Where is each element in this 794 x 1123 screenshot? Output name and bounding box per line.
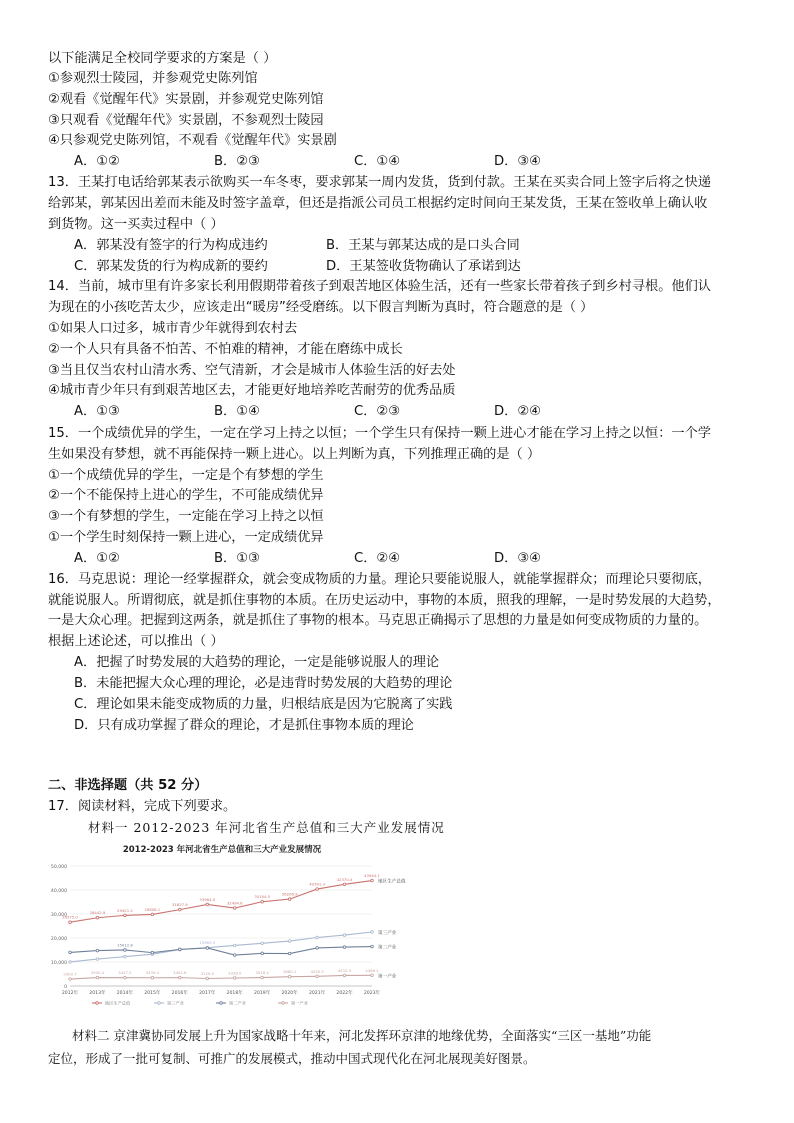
q13-option-b[interactable]: B．王某与郭某达成的是口头合同 — [326, 238, 520, 253]
q14-stem-line: 为现在的小孩吃苦太少，应该走出“暖房”经受磨练。以下假言判断为真时，符合题意的是（ ） — [48, 300, 594, 315]
data-point — [316, 936, 319, 939]
data-point — [124, 914, 127, 917]
q16-stem-line: 16．马克思说：理论一经掌握群众，就会变成物质的力量。理论只要能说服人，就能掌握群众；而理论只要彻底， — [48, 572, 711, 587]
q16-option-b[interactable]: B．未能把握大众心理的理论，必是违背时势发展的大趋势的理论 — [74, 676, 453, 691]
q13-option-a[interactable]: A．郭某没有签字的行为构成违约 — [74, 238, 268, 253]
y-tick-label: 20,000 — [50, 937, 67, 942]
data-point — [179, 948, 182, 951]
data-point — [233, 977, 236, 980]
x-axis — [62, 986, 381, 996]
x-tick-label: 2020年 — [281, 991, 298, 996]
data-point — [261, 900, 264, 903]
data-point — [124, 976, 127, 979]
q16-option-a[interactable]: A．把握了时势发展的大趋势的理论，一定是能够说服人的理论 — [74, 655, 440, 670]
q13-stem-line: 13．王某打电话给郭某表示欲购买一车冬枣，要求郭某一周内发货，货到付款。王某在买卖合同上签字后将之快递 — [48, 175, 711, 190]
q16-stem-line: 一是大众心理。把握到这两条，就是抓住了事物的根本。马克思正确揭示了思想的力量是如何变成物质的力量的。 — [48, 613, 708, 628]
q15-stem-line: 生如果没有梦想，就不再能保持一颗上进心。以上判断为真，下列推理正确的是（ ） — [48, 447, 541, 462]
data-label: 29421.2 — [117, 907, 133, 913]
q12-option-d[interactable]: D．③④ — [494, 154, 541, 169]
q14-option-d[interactable]: D．②④ — [494, 404, 541, 419]
data-label: 3492.8 — [173, 970, 187, 976]
x-tick-label: 2022年 — [336, 991, 353, 996]
legend-label: 地区生产总值 — [105, 1000, 131, 1006]
material1-caption: 材料一 2012-2023 年河北省生产总值和三大产业发展情况 — [88, 820, 445, 835]
series-line — [70, 975, 372, 979]
data-label: 15012.8 — [117, 942, 133, 948]
data-point — [151, 913, 154, 916]
q14-item: ③当且仅当农村山清水秀、空气清新，才会是城市人体验生活的好去处 — [48, 363, 456, 378]
data-point — [206, 977, 209, 980]
data-label: 3439.4 — [145, 970, 160, 976]
data-label: 3447.5 — [118, 970, 132, 976]
legend-label: 第三产业 — [167, 1000, 184, 1006]
data-point — [261, 952, 264, 955]
legend-marker — [96, 1002, 99, 1005]
q12-intro: 以下能满足全校同学要求的方案是（ ） — [48, 51, 277, 66]
q12-option-c[interactable]: C．①④ — [354, 154, 401, 169]
q14-item: ①如果人口过多，城市青少年就得到农村去 — [48, 321, 298, 336]
data-point — [96, 916, 99, 919]
q13-stem-line: 给郭某，郭某因出差而未能及时签字盖章，但还是指派公司员工根据约定时间向王某发货，王某在签收单上确认收 — [48, 196, 708, 211]
q15-item: ①一个学生时刻保持一颗上进心，一定成绩优异 — [48, 530, 324, 545]
x-tick-label: 2013年 — [89, 991, 106, 996]
data-point — [343, 974, 346, 977]
q17-stem: 17．阅读材料，完成下列要求。 — [48, 799, 237, 814]
chart-grid — [70, 866, 372, 986]
data-point — [151, 976, 154, 979]
q12-item: ③只观看《觉醒年代》实景剧，不参观烈士陵园 — [48, 113, 324, 128]
data-point — [233, 944, 236, 947]
y-tick-label: 30,000 — [50, 913, 67, 918]
data-point — [316, 975, 319, 978]
x-tick-label: 2017年 — [199, 991, 216, 996]
q13-option-d[interactable]: D．王某签收货物确认了承诺到达 — [326, 259, 521, 274]
data-point — [316, 888, 319, 891]
material2-line: 材料二 京津冀协同发展上升为国家战略十年来，河北发挥环京津的地缘优势，全面落实“三区一基地”功能 — [72, 1028, 652, 1043]
x-tick-label: 2018年 — [226, 991, 243, 996]
data-label: 40391.3 — [309, 881, 325, 887]
data-label: 36206.9 — [281, 891, 298, 897]
data-label: 33964.0 — [199, 896, 216, 902]
q15-options — [74, 549, 634, 569]
q15-option-a[interactable]: A．①② — [74, 551, 120, 566]
data-label: 4410.3 — [337, 967, 352, 973]
q15-option-b[interactable]: B．①③ — [214, 551, 260, 566]
data-point — [343, 934, 346, 937]
x-tick-label: 2015年 — [144, 991, 161, 996]
x-tick-label: 2014年 — [116, 991, 134, 996]
data-point — [261, 976, 264, 979]
data-label: 29806.1 — [144, 906, 161, 912]
data-label: 3338.0 — [228, 970, 242, 976]
data-point — [206, 903, 209, 906]
data-point — [69, 921, 72, 924]
q12-item: ②观看《觉醒年代》实景剧，并参观党史陈列馆 — [48, 92, 324, 107]
data-point — [343, 883, 346, 886]
y-tick-label: 40,000 — [50, 889, 67, 894]
legend-marker — [220, 1002, 223, 1005]
data-point — [179, 908, 182, 911]
series-line — [70, 947, 372, 955]
x-tick-label: 2012年 — [61, 991, 79, 996]
x-tick-label: 2021年 — [308, 991, 326, 996]
data-label: 32494.6 — [226, 900, 243, 906]
q12-item: ①参观烈士陵园，并参观党史陈列馆 — [48, 71, 258, 86]
q15-option-d[interactable]: D．③④ — [494, 551, 541, 566]
data-point — [69, 961, 72, 964]
q13-options-row2 — [74, 257, 578, 277]
q14-item: ④城市青少年只有到艰苦地区去，才能更好地培养吃苦耐劳的优秀品质 — [48, 383, 456, 398]
data-label: 3500.4 — [90, 970, 105, 976]
y-tick-label: 10,000 — [50, 961, 67, 966]
legend-label: 第二产业 — [229, 1000, 246, 1006]
data-point — [371, 879, 374, 882]
q16-option-d[interactable]: D．只有成功掌握了群众的理论，才是抓住事物本质的理论 — [74, 718, 414, 733]
data-label: 2900.7 — [63, 971, 77, 977]
section-title: 二、非选择题（共 52 分） — [48, 778, 208, 793]
data-label: 3518.4 — [255, 970, 269, 976]
data-point — [288, 975, 291, 978]
data-label: 15965.5 — [199, 940, 216, 946]
data-point — [261, 942, 264, 945]
chart-legend — [92, 1000, 309, 1007]
x-tick-label: 2019年 — [254, 991, 271, 996]
data-point — [124, 949, 127, 952]
x-tick-label: 2016年 — [171, 991, 188, 996]
data-point — [124, 955, 127, 958]
q12-item: ④只参观党史陈列馆，不观看《觉醒年代》实景剧 — [48, 133, 337, 148]
q12-option-b[interactable]: B．②③ — [214, 154, 260, 169]
data-point — [288, 952, 291, 955]
data-point — [233, 907, 236, 910]
data-point — [316, 947, 319, 950]
data-point — [371, 931, 374, 934]
legend-label: 第一产业 — [291, 1000, 308, 1006]
q12-options — [74, 152, 634, 172]
data-point — [151, 951, 154, 954]
q14-item: ②一个人只有具备不怕苦、不怕难的精神，才能在磨练中成长 — [48, 342, 403, 357]
line-chart — [32, 836, 432, 1016]
q16-stem-line: 就能说服人。所谓彻底，就是抓住事物的本质。在历史运动中，事物的本质，照我的理解，一是时势发展的大趋势， — [48, 593, 721, 608]
q15-stem-line: 15．一个成绩优异的学生，一定在学习上持之以恒；一个学生只有保持一颗上进心才能在学习上持之以恒：一个学 — [48, 426, 711, 441]
data-point — [371, 945, 374, 948]
data-point — [69, 951, 72, 954]
q14-option-a[interactable]: A．①③ — [74, 404, 120, 419]
series-line — [70, 881, 372, 923]
y-tick-label: 50,000 — [50, 865, 67, 870]
legend-marker — [282, 1002, 285, 1005]
data-label: 3129.9 — [200, 970, 214, 976]
q14-stem-line: 14．当前，城市里有许多家长利用假期带着孩子到艰苦地区体验生活，还有一些家长带着孩子到乡村寻根。他们认 — [48, 279, 711, 294]
series-end-label: 第二产业 — [378, 945, 397, 951]
q14-options — [74, 402, 634, 422]
data-point — [371, 974, 374, 977]
data-label: 31827.9 — [171, 902, 188, 908]
data-point — [206, 947, 209, 950]
q14-option-c[interactable]: C．②③ — [354, 404, 401, 419]
q12-option-a[interactable]: A．①② — [74, 154, 120, 169]
y-tick-label: 0 — [64, 985, 67, 990]
q15-item: ③一个有梦想的学生，一定能在学习上持之以恒 — [48, 509, 324, 524]
data-point — [96, 976, 99, 979]
chart-series — [62, 873, 406, 980]
data-point — [288, 898, 291, 901]
chart-title: 2012-2023 年河北省生产总值和三大产业发展情况 — [122, 845, 322, 855]
data-label: 42370.4 — [336, 876, 353, 882]
data-label: 28442.9 — [89, 910, 106, 916]
data-label: 43944.1 — [364, 873, 380, 879]
data-point — [96, 958, 99, 961]
q16-option-c[interactable]: C．理论如果未能变成物质的力量，归根结底是因为它脱离了实践 — [74, 697, 453, 712]
data-point — [233, 954, 236, 957]
x-tick-label: 2023年 — [363, 991, 381, 996]
q13-option-c[interactable]: C．郭某发货的行为构成新的要约 — [74, 259, 268, 274]
series-end-label: 第三产业 — [378, 930, 397, 936]
q15-option-c[interactable]: C．②④ — [354, 551, 401, 566]
data-label: 35104.5 — [254, 894, 271, 900]
data-point — [343, 946, 346, 949]
q15-item: ①一个成绩优异的学生，一定是个有梦想的学生 — [48, 468, 324, 483]
data-label: 4466.2 — [365, 967, 379, 973]
data-label: 4030.3 — [310, 968, 324, 974]
q15-item: ②一个不能保持上进心的学生，不可能成绩优异 — [48, 488, 324, 503]
series-end-label: 地区生产总值 — [378, 879, 406, 885]
q16-stem-line: 根据上述论述，可以推出（ ） — [48, 634, 224, 649]
data-label: 3880.1 — [282, 969, 297, 975]
data-point — [179, 976, 182, 979]
series-line — [70, 932, 372, 962]
data-point — [69, 978, 72, 981]
data-point — [96, 949, 99, 952]
legend-marker — [158, 1002, 161, 1005]
series-end-label: 第一产业 — [378, 974, 397, 980]
q13-stem-line: 到货物。这一买卖过程中（ ） — [48, 217, 224, 232]
data-point — [288, 940, 291, 943]
q14-option-b[interactable]: B．①④ — [214, 404, 260, 419]
q13-options-row1 — [74, 236, 578, 256]
data-label: 26575.0 — [62, 914, 78, 920]
material2-line: 定位，形成了一批可复制、可推广的发展模式，推动中国式现代化在河北展现美好图景。 — [48, 1051, 536, 1066]
